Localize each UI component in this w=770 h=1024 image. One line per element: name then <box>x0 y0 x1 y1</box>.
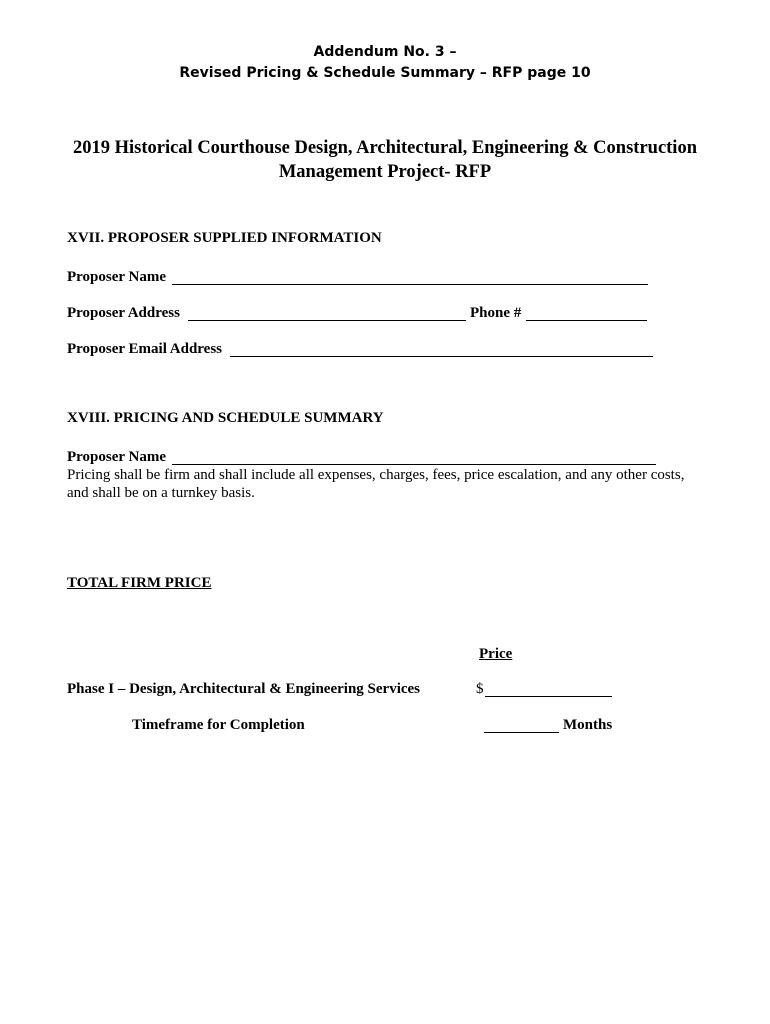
total-firm-price-heading: TOTAL FIRM PRICE <box>67 575 212 591</box>
project-title-line2: Management Project- RFP <box>278 162 492 182</box>
addendum-subtitle: Revised Pricing & Schedule Summary – RFP page 10 <box>179 65 591 81</box>
proposer-address-field[interactable] <box>188 320 466 321</box>
dollar-sign: $ <box>476 681 484 697</box>
pricing-proposer-name-label: Proposer Name <box>67 449 167 465</box>
proposer-email-field[interactable] <box>230 356 653 357</box>
phase1-label: Phase I – Design, Architectural & Engineering Services <box>67 681 421 697</box>
project-title-line1: 2019 Historical Courthouse Design, Architectural, Engineering & Construction <box>72 138 697 158</box>
phone-label: Phone # <box>470 305 522 321</box>
months-label: Months <box>563 717 613 733</box>
addendum-number: Addendum No. 3 – <box>313 44 457 60</box>
proposer-email-label: Proposer Email Address <box>67 341 223 357</box>
timeframe-months-field[interactable] <box>484 732 559 733</box>
pricing-proposer-name-field[interactable] <box>172 464 656 465</box>
pricing-paragraph-line1: Pricing shall be firm and shall include all expenses, charges, fees, price escalation, and any other costs, <box>67 467 685 483</box>
section-xviii-heading: XVIII. PRICING AND SCHEDULE SUMMARY <box>67 410 384 426</box>
proposer-name-label: Proposer Name <box>67 269 167 285</box>
section-xvii-heading: XVII. PROPOSER SUPPLIED INFORMATION <box>67 230 382 246</box>
price-column-header: Price <box>479 646 513 662</box>
phase1-price-field[interactable] <box>485 696 612 697</box>
proposer-name-field[interactable] <box>172 284 648 285</box>
phone-field[interactable] <box>526 320 647 321</box>
proposer-address-label: Proposer Address <box>67 305 180 321</box>
timeframe-label: Timeframe for Completion <box>132 717 305 733</box>
pricing-paragraph-line2: and shall be on a turnkey basis. <box>67 485 255 501</box>
